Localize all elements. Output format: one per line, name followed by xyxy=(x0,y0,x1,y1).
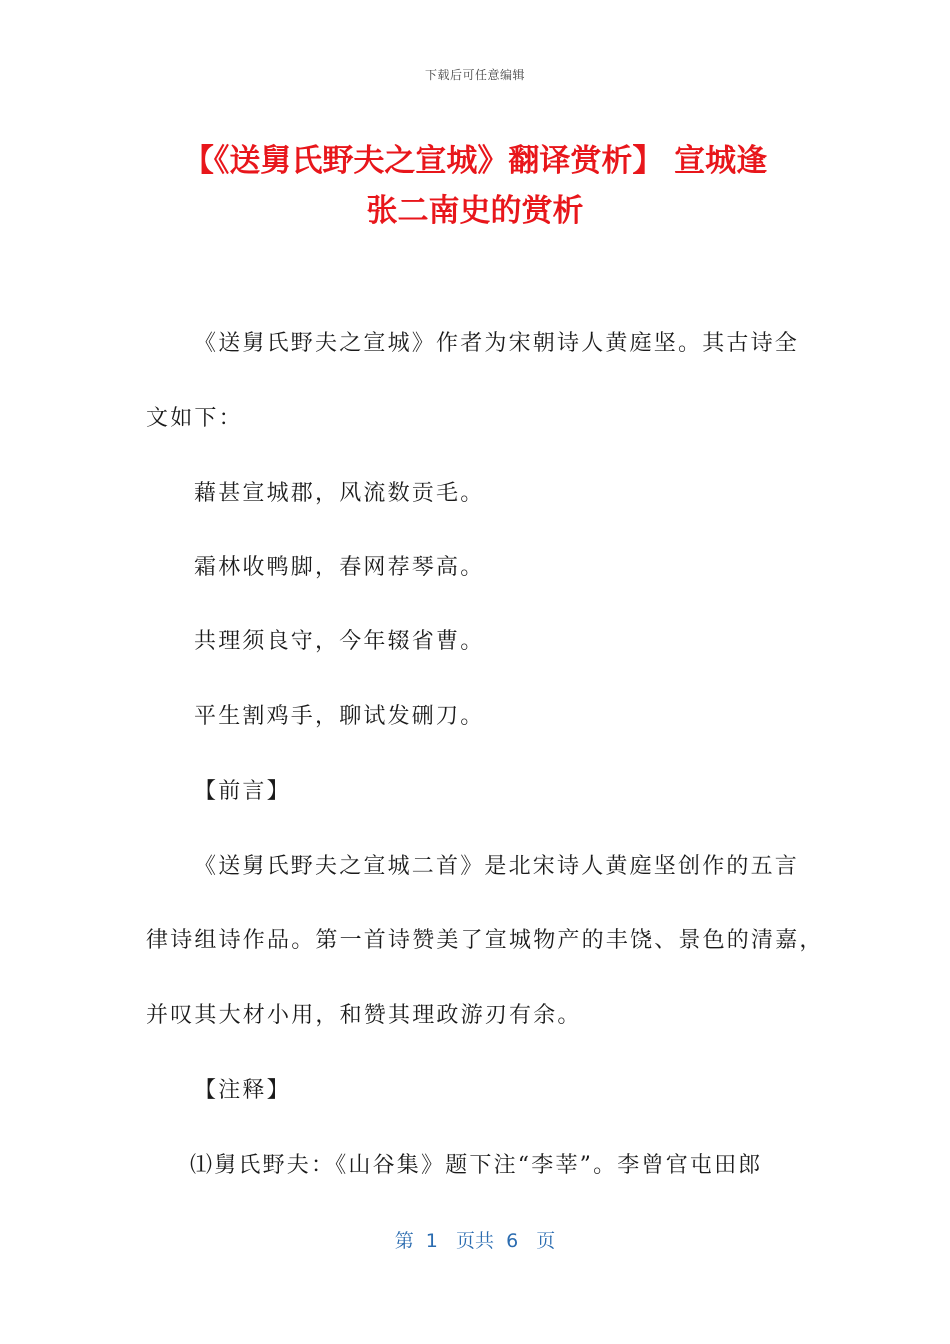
poem-line-1: 藉甚宣城郡，风流数贡毛。 xyxy=(194,481,485,506)
preface-paragraph-line-1: 《送舅氏野夫之宣城二首》是北宋诗人黄庭坚创作的五言 xyxy=(194,854,800,879)
preface-paragraph-line-3: 并叹其大材小用，和赞其理政游刃有余。 xyxy=(146,1003,582,1028)
poem-line-4: 平生割鸡手，聊试发硎刀。 xyxy=(194,704,485,729)
page-number-footer: 第 1 页共 6 页 xyxy=(394,1230,556,1252)
title-line-2: 张二南史的赏析 xyxy=(366,193,584,229)
notes-heading: 【注释】 xyxy=(194,1078,291,1103)
poem-line-3: 共理须良守，今年辍省曹。 xyxy=(194,629,485,654)
poem-line-2: 霜林收鸭脚，春网荐琴高。 xyxy=(194,555,485,580)
document-title xyxy=(120,136,830,236)
note-1-line-1: ⑴舅氏野夫：《山谷集》题下注“李莘”。李曾官屯田郎 xyxy=(190,1153,763,1178)
intro-paragraph-line-1: 《送舅氏野夫之宣城》作者为宋朝诗人黄庭坚。其古诗全 xyxy=(194,331,800,356)
preface-heading: 【前言】 xyxy=(194,779,291,804)
intro-paragraph-line-2: 文如下： xyxy=(146,406,243,431)
preface-paragraph-line-2: 律诗组诗作品。第一首诗赞美了宣城物产的丰饶、景色的清嘉， xyxy=(146,928,824,953)
page-header-note: 下载后可任意编辑 xyxy=(424,68,525,82)
title-line-1: 【《送舅氏野夫之宣城》翻译赏析】 宣城逢 xyxy=(182,143,768,179)
